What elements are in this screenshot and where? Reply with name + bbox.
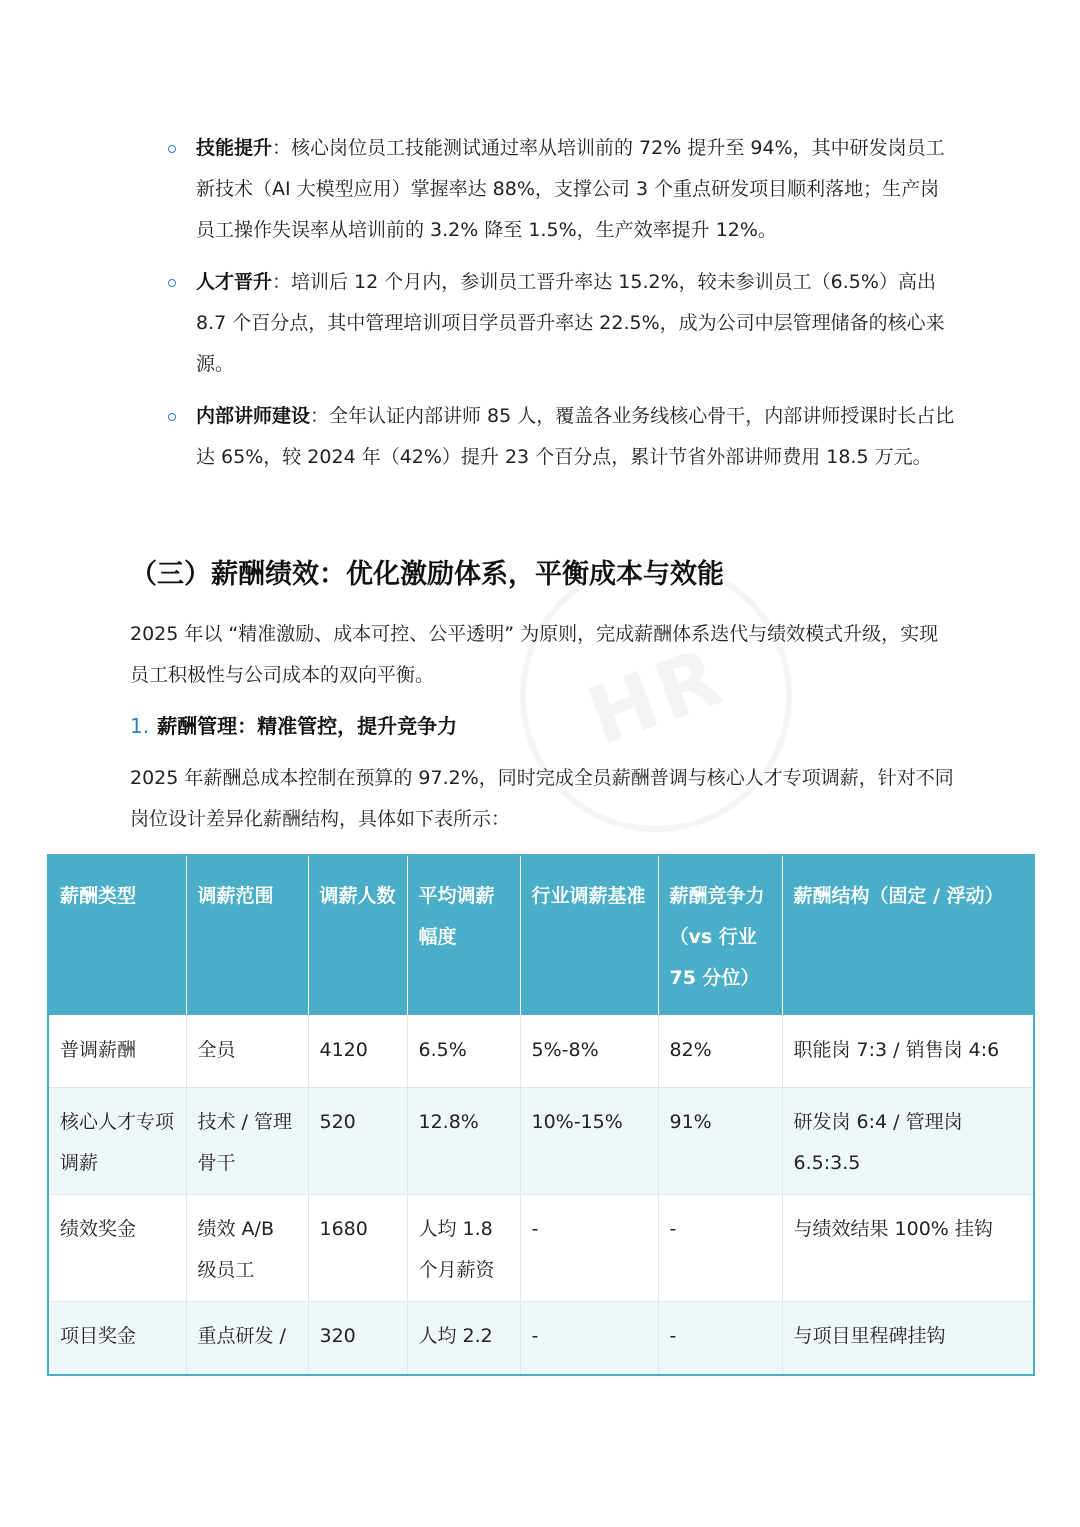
table-cell: 核心人才专项调薪 — [48, 1088, 186, 1195]
salary-table — [47, 854, 1035, 1376]
table-cell: 6.5% — [407, 1016, 520, 1088]
bullet-text: ：培训后 12 个月内，参训员工晋升率达 15.2%，较未参训员工（6.5%）高出 8.7 个百分点，其中管理培训项目学员晋升率达 22.5%，成为公司中层管理储备的核心来源。 — [196, 271, 945, 375]
table-cell: 项目奖金 — [48, 1302, 186, 1375]
subsection-title: 薪酬管理：精准管控，提升竞争力 — [157, 714, 458, 738]
table-cell: 320 — [308, 1302, 407, 1375]
bullet-text: ：全年认证内部讲师 85 人，覆盖各业务线核心骨干，内部讲师授课时长占比达 65%，较 2024 年（42%）提升 23 个百分点，累计节省外部讲师费用 18.5 万元。 — [196, 405, 955, 468]
table-cell: 4120 — [308, 1016, 407, 1088]
table-cell: 绩效奖金 — [48, 1195, 186, 1302]
column-header: 薪酬结构（固定 / 浮动） — [782, 855, 1034, 1016]
table-cell: - — [658, 1195, 782, 1302]
table-cell: 与绩效结果 100% 挂钩 — [782, 1195, 1034, 1302]
column-header: 薪酬类型 — [48, 855, 186, 1016]
table-row — [48, 1016, 1034, 1088]
table-cell: 人均 2.2 — [407, 1302, 520, 1375]
table-cell: 普调薪酬 — [48, 1016, 186, 1088]
subsection-heading — [130, 710, 457, 739]
section-heading: （三）薪酬绩效：优化激励体系，平衡成本与效能 — [130, 559, 724, 590]
subsection-number: 1. — [130, 714, 150, 738]
column-header: 平均调薪幅度 — [407, 855, 520, 1016]
list-item — [168, 262, 958, 385]
column-header: 行业调薪基准 — [520, 855, 658, 1016]
table-cell: 520 — [308, 1088, 407, 1195]
table-cell: 职能岗 7:3 / 销售岗 4:6 — [782, 1016, 1034, 1088]
table-cell: 10%-15% — [520, 1088, 658, 1195]
table-cell: 5%-8% — [520, 1016, 658, 1088]
column-header: 调薪人数 — [308, 855, 407, 1016]
table-cell: 全员 — [186, 1016, 308, 1088]
table-cell: - — [520, 1302, 658, 1375]
column-header: 薪酬竞争力（vs 行业 75 分位） — [658, 855, 782, 1016]
list-item — [168, 396, 958, 478]
bullet-circle-icon — [168, 279, 176, 287]
table-cell: 1680 — [308, 1195, 407, 1302]
bullet-title: 内部讲师建设 — [196, 405, 311, 427]
table-cell: 人均 1.8 个月薪资 — [407, 1195, 520, 1302]
table-row — [48, 1302, 1034, 1375]
section-intro-paragraph: 2025 年以 “精准激励、成本可控、公平透明” 为原则，完成薪酬体系迭代与绩效模式升级，实现员工积极性与公司成本的双向平衡。 — [130, 623, 939, 686]
table-cell: 12.8% — [407, 1088, 520, 1195]
subsection-intro-paragraph: 2025 年薪酬总成本控制在预算的 97.2%，同时完成全员薪酬普调与核心人才专项调薪，针对不同岗位设计差异化薪酬结构，具体如下表所示： — [130, 767, 954, 830]
table-row — [48, 1088, 1034, 1195]
table-cell: - — [658, 1302, 782, 1375]
bullet-title: 技能提升 — [196, 137, 273, 159]
bullet-title: 人才晋升 — [196, 271, 273, 293]
table-cell: 91% — [658, 1088, 782, 1195]
training-results-list — [168, 128, 958, 489]
list-item — [168, 128, 958, 251]
table-cell: 绩效 A/B 级员工 — [186, 1195, 308, 1302]
column-header: 调薪范围 — [186, 855, 308, 1016]
table-header-row — [48, 855, 1034, 1016]
bullet-text: ：核心岗位员工技能测试通过率从培训前的 72% 提升至 94%，其中研发岗员工新技术（AI 大模型应用）掌握率达 88%，支撑公司 3 个重点研发项目顺利落地；生产岗员工操作失误率从培训前的 3.2% 降至 1.5%，生产效率提升 12%。 — [196, 137, 945, 241]
table-row — [48, 1195, 1034, 1302]
watermark-seal: HR — [482, 522, 831, 871]
bullet-circle-icon — [168, 413, 176, 421]
table-cell: 与项目里程碑挂钩 — [782, 1302, 1034, 1375]
table-cell: 82% — [658, 1016, 782, 1088]
table-cell: - — [520, 1195, 658, 1302]
table-cell: 技术 / 管理骨干 — [186, 1088, 308, 1195]
table-cell: 研发岗 6:4 / 管理岗 6.5:3.5 — [782, 1088, 1034, 1195]
table-cell: 重点研发 / — [186, 1302, 308, 1375]
bullet-circle-icon — [168, 145, 176, 153]
